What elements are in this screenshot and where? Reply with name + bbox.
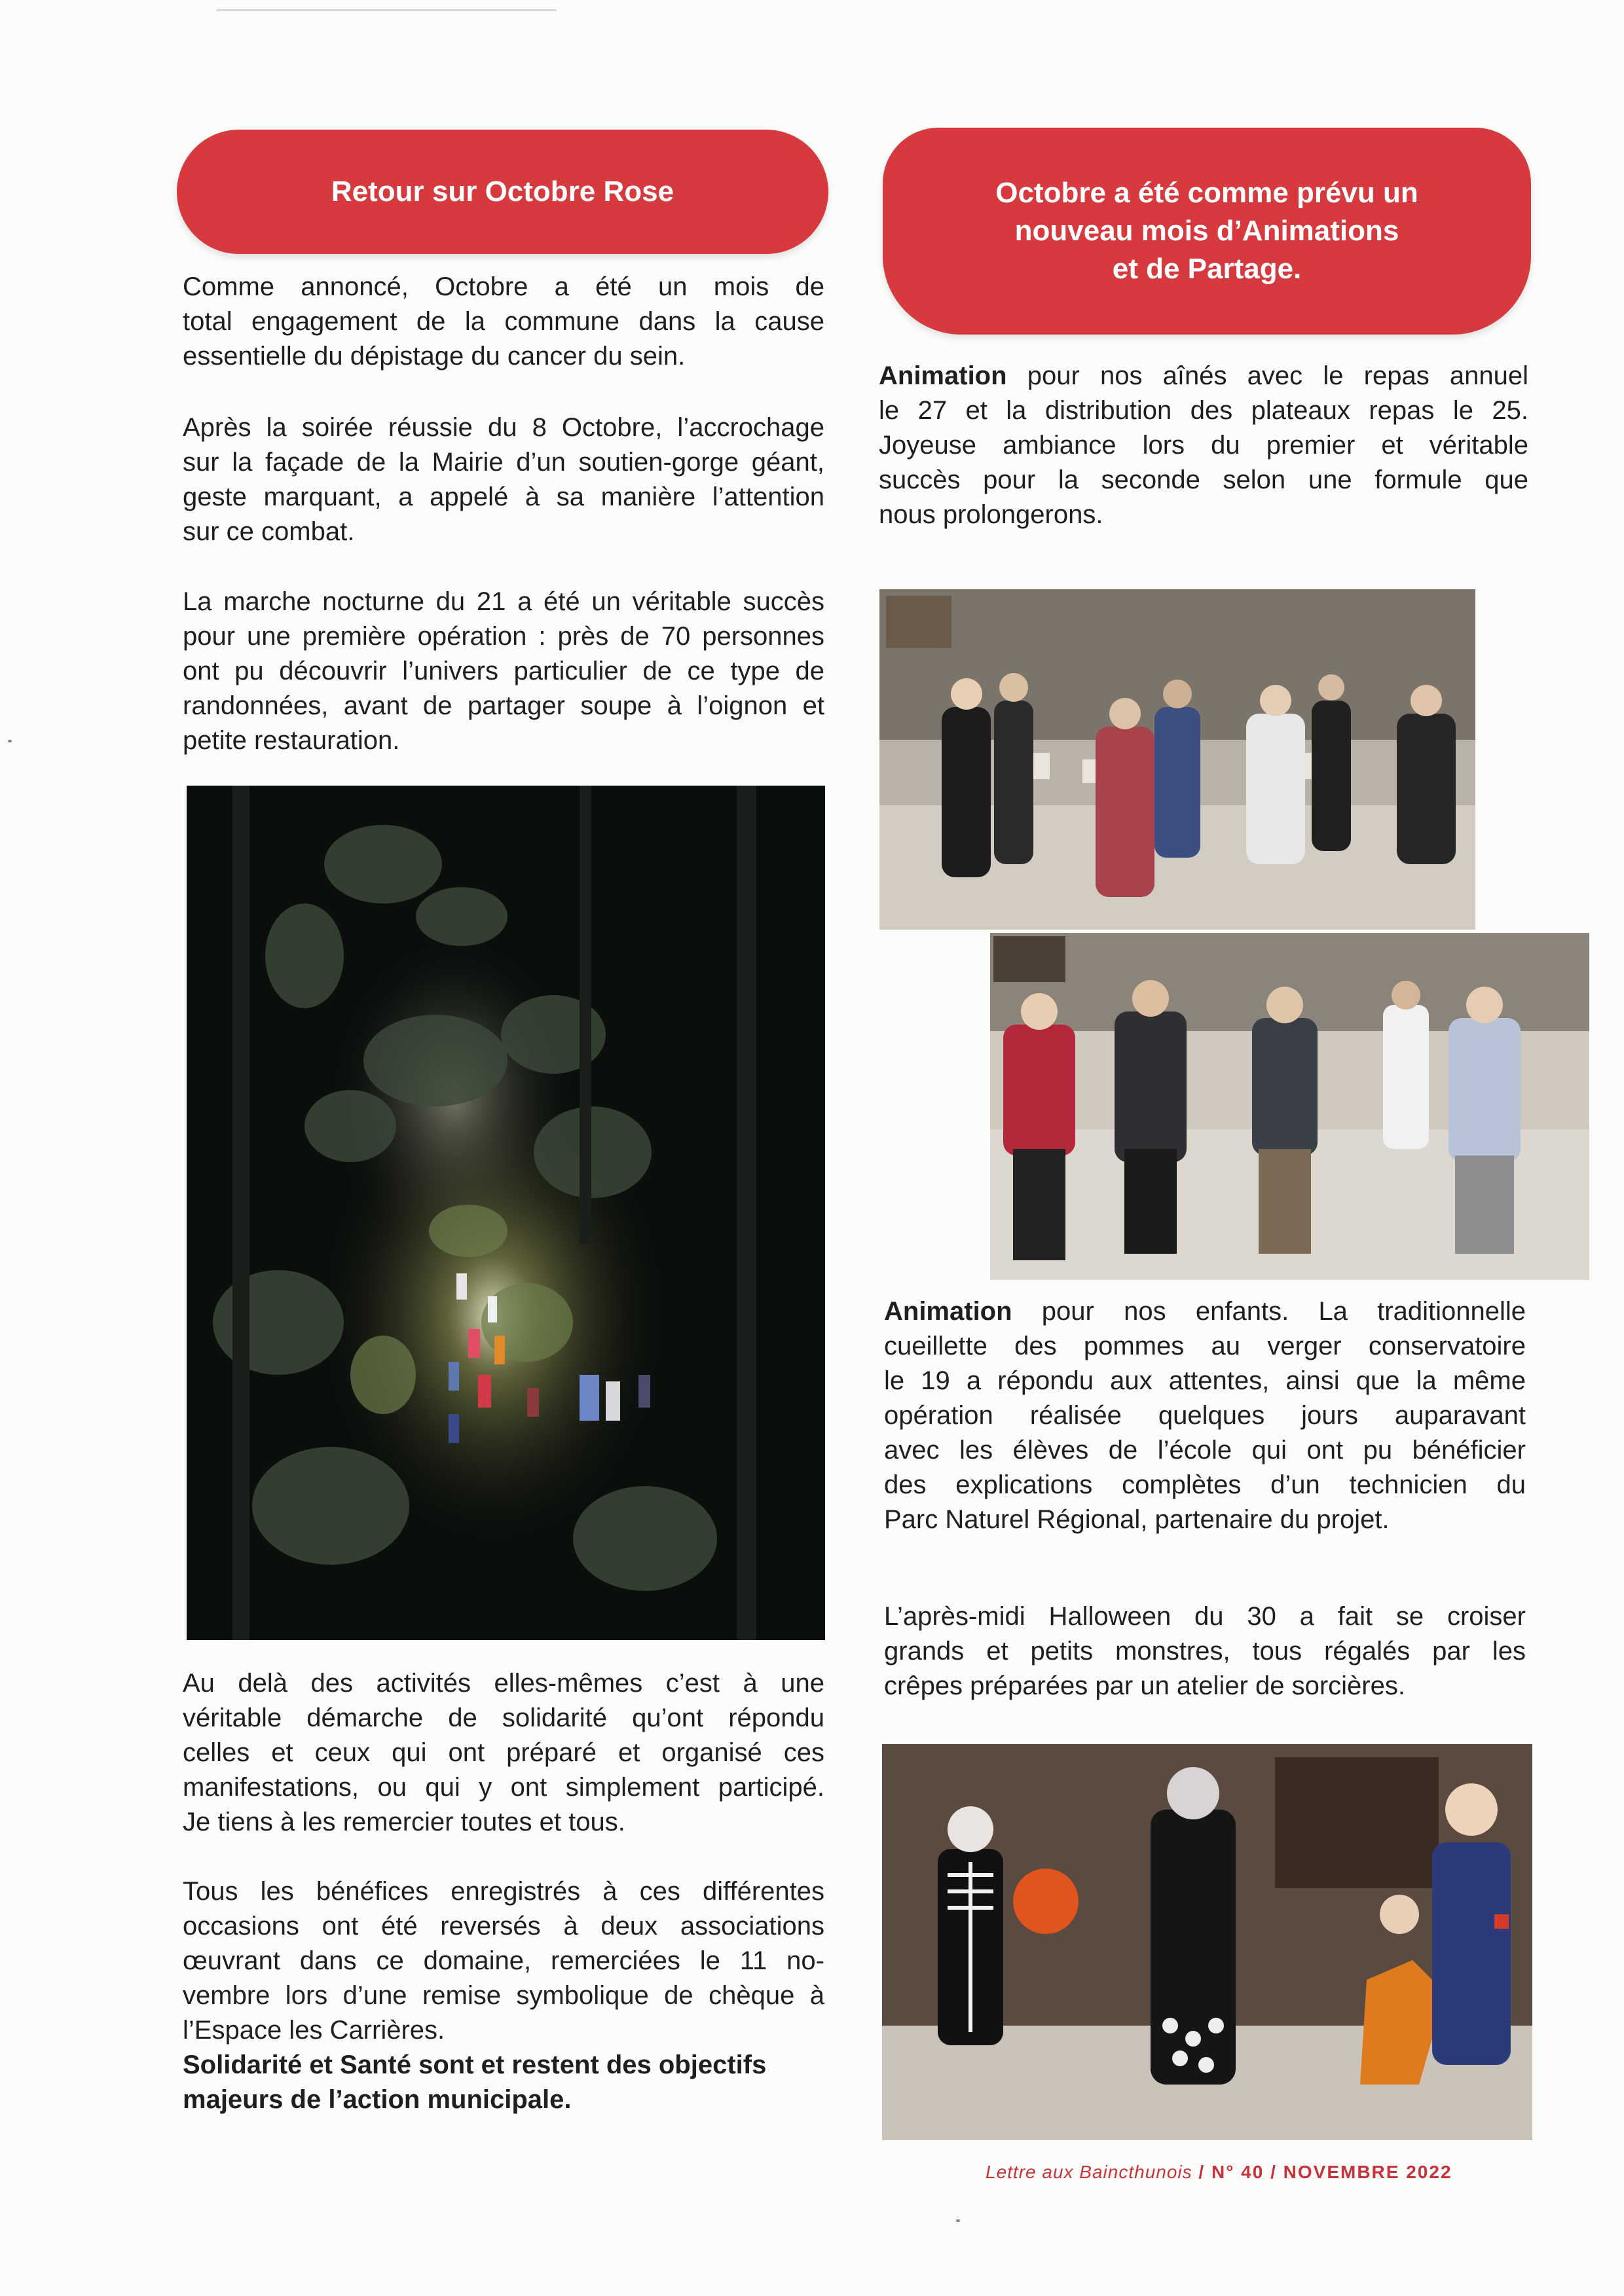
paragraph-accrochage — [183, 410, 824, 549]
text-line: ont pu découvrir l’univers particulier de ce type de — [183, 657, 824, 685]
text-line — [879, 359, 1528, 393]
text-line: Parc Naturel Régional, partenaire du projet. — [884, 1505, 1390, 1534]
scan-speck — [956, 2219, 960, 2222]
text-line: des explications complètes d’un technicien du — [884, 1470, 1526, 1499]
text-line-bold: majeurs de l’action municipale. — [183, 2085, 572, 2114]
text-line: total engagement de la commune dans la cause — [183, 307, 824, 336]
banner-line: Octobre a été comme prévu un — [995, 177, 1418, 209]
text-fragment: pour nos enfants. La traditionnelle — [1012, 1297, 1526, 1326]
text-line: sur ce combat. — [183, 517, 355, 546]
banner-octobre-rose — [177, 130, 828, 254]
paragraph-halloween — [884, 1599, 1526, 1704]
text-line: nous prolongerons. — [879, 500, 1103, 529]
text-line: randonnées, avant de partager soupe à l’oignon et — [183, 691, 824, 720]
text-line: sur la façade de la Mairie d’un soutien-gorge géant, — [183, 448, 824, 477]
text-line: cueillette des pommes au verger conservatoire — [884, 1332, 1526, 1360]
text-line: Comme annoncé, Octobre a été un mois de — [183, 272, 824, 301]
publication-name: Lettre aux Baincthunois — [986, 2162, 1192, 2182]
text-line: véritable démarche de solidarité qu’ont répondu — [183, 1704, 824, 1732]
banner-animations — [883, 128, 1531, 335]
text-line: pour une première opération : près de 70 personnes — [183, 622, 824, 651]
text-line: Je tiens à les remercier toutes et tous. — [183, 1808, 625, 1836]
animation-label: Animation — [879, 361, 1007, 390]
footer-publication — [986, 2162, 1452, 2183]
banner-title: Retour sur Octobre Rose — [331, 175, 674, 208]
paragraph-marche-nocturne — [183, 585, 824, 758]
text-line: celles et ceux qui ont préparé et organisé ces — [183, 1738, 824, 1767]
text-line: vembre lors d’une remise symbolique de chèque à — [183, 1981, 824, 2010]
text-line: opération réalisée quelques jours auparavant — [884, 1401, 1526, 1430]
paragraph-solidarite — [183, 1666, 824, 1840]
text-line: La marche nocturne du 21 a été un véritable succès — [183, 587, 824, 616]
text-line-bold: Solidarité et Santé sont et restent des objectifs — [183, 2050, 767, 2079]
photo-seniors-dancing-men — [990, 933, 1589, 1280]
text-fragment: pour nos aînés avec le repas annuel — [1006, 361, 1528, 390]
text-line: œuvrant dans ce domaine, remerciées le 11 no- — [183, 1946, 824, 1975]
paragraph-benefices — [183, 1874, 824, 2117]
photo-night-walk — [187, 786, 825, 1640]
text-line: grands et petits monstres, tous régalés par les — [884, 1637, 1526, 1666]
paragraph-animation-aines — [879, 359, 1528, 532]
scan-artifact-line — [216, 9, 557, 11]
text-line: le 27 et la distribution des plateaux repas le 25. — [879, 396, 1528, 425]
photo-halloween-children — [882, 1744, 1532, 2140]
text-line: avec les élèves de l’école qui ont pu bénéficier — [884, 1436, 1526, 1465]
text-line: succès pour la seconde selon une formule que — [879, 465, 1528, 494]
banner-line: nouveau mois d’Animations — [1014, 215, 1399, 247]
text-line: petite restauration. — [183, 726, 400, 755]
text-line: essentielle du dépistage du cancer du sein. — [183, 342, 686, 371]
animation-label: Animation — [884, 1297, 1012, 1326]
text-line: Au delà des activités elles-mêmes c’est à une — [183, 1669, 824, 1698]
paragraph-intro — [183, 270, 824, 374]
scan-speck — [8, 740, 12, 742]
text-line: l’Espace les Carrières. — [183, 2016, 445, 2045]
banner-line: et de Partage. — [1112, 253, 1302, 285]
paragraph-animation-enfants — [884, 1294, 1526, 1537]
text-line: le 19 a répondu aux attentes, ainsi que la même — [884, 1366, 1526, 1395]
text-line: Joyeuse ambiance lors du premier et véritable — [879, 431, 1528, 460]
text-line: L’après-midi Halloween du 30 a fait se croiser — [884, 1602, 1526, 1631]
text-line: crêpes préparées par un atelier de sorcières. — [884, 1671, 1405, 1700]
issue-number: / N° 40 / NOVEMBRE 2022 — [1198, 2162, 1452, 2182]
text-line: occasions ont été reversés à deux associations — [183, 1912, 824, 1941]
photo-seniors-dancing-women — [879, 589, 1475, 930]
text-line: Tous les bénéfices enregistrés à ces différentes — [183, 1877, 824, 1906]
text-line: geste marquant, a appelé à sa manière l’attention — [183, 483, 824, 511]
text-line — [884, 1294, 1526, 1329]
text-line: manifestations, ou qui y ont simplement participé. — [183, 1773, 824, 1802]
text-line: Après la soirée réussie du 8 Octobre, l’accrochage — [183, 413, 824, 442]
